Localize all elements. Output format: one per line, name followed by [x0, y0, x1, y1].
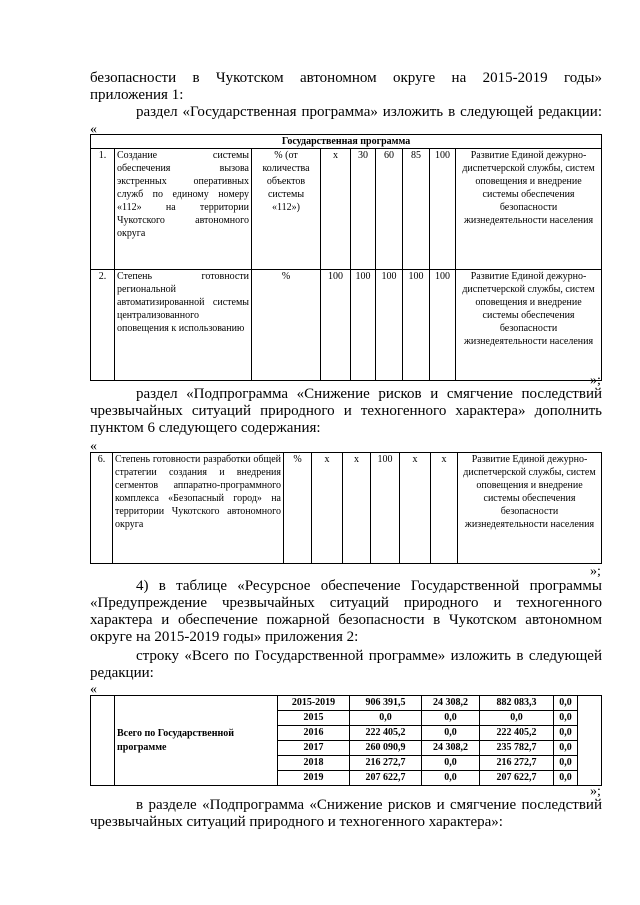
- period: 2018: [278, 756, 350, 771]
- close-quote-2: »;: [590, 564, 601, 579]
- period: 2017: [278, 741, 350, 756]
- total-label: Всего по Государственной программе: [115, 696, 278, 786]
- other-amount: 0,0: [554, 756, 578, 771]
- intro-line-1: безопасности в Чукотском автономном округе на 2015-2019 годы»: [90, 70, 602, 86]
- expected-result: Развитие Единой дежурно-диспетчерской службы, систем оповещения и внедрение системы обеспечения безопасности жизнедеятельности населения: [456, 270, 602, 381]
- regional-amount: 216 272,7: [480, 756, 554, 771]
- subprogram-item-table: [90, 452, 602, 564]
- indicator-unit: % (от количества объектов системы «112»): [252, 149, 321, 270]
- value-2018: x: [400, 453, 431, 564]
- state-program-table: [90, 134, 602, 381]
- federal-amount: 24 308,2: [422, 741, 480, 756]
- federal-amount: 0,0: [422, 711, 480, 726]
- intro-line-2: приложения 1:: [90, 87, 184, 103]
- value-2019: 100: [430, 270, 456, 381]
- regional-amount: 0,0: [480, 711, 554, 726]
- period: 2015-2019: [278, 696, 350, 711]
- value-2015: x: [312, 453, 343, 564]
- close-quote-1: »;: [590, 373, 601, 388]
- other-amount: 0,0: [554, 741, 578, 756]
- total-amount: 906 391,5: [350, 696, 422, 711]
- resources-paragraph: 4) в таблице «Ресурсное обеспечение Государственной программы «Предупреждение чрезвычайных ситуаций природного и техногенного характера и обеспечение пожарной безопасности в Чукотском автономном округе на 2015-2019 годы» приложения 2:: [90, 578, 602, 645]
- other-amount: 0,0: [554, 696, 578, 711]
- value-2015: x: [321, 149, 351, 270]
- blank-cell: [578, 696, 602, 786]
- period: 2019: [278, 771, 350, 786]
- regional-amount: 235 782,7: [480, 741, 554, 756]
- indicator-unit: %: [284, 453, 312, 564]
- indicator-name: Степень готовности разработки общей стратегии создания и внедрения сегментов аппаратно-программного комплекса «Безопасный город» на территории Чукотского автономного округа: [113, 453, 284, 564]
- value-2017: 100: [376, 270, 403, 381]
- federal-amount: 0,0: [422, 726, 480, 741]
- total-amount: 0,0: [350, 711, 422, 726]
- table-row: [91, 453, 602, 564]
- other-amount: 0,0: [554, 771, 578, 786]
- value-2019: x: [431, 453, 458, 564]
- other-amount: 0,0: [554, 726, 578, 741]
- total-amount: 260 090,9: [350, 741, 422, 756]
- regional-amount: 882 083,3: [480, 696, 554, 711]
- total-line-paragraph: строку «Всего по Государственной программе» изложить в следующей редакции:: [90, 648, 602, 681]
- intro-line-3: раздел «Государственная программа» изложить в следующей редакции:: [136, 104, 602, 120]
- regional-amount: 207 622,7: [480, 771, 554, 786]
- open-quote-1: «: [90, 122, 97, 137]
- blank-cell: [91, 696, 115, 786]
- total-resources-table: [90, 695, 602, 786]
- value-2017: 100: [371, 453, 400, 564]
- expected-result: Развитие Единой дежурно-диспетчерской службы, систем оповещения и внедрение системы обеспечения безопасности жизнедеятельности населения: [458, 453, 602, 564]
- regional-amount: 222 405,2: [480, 726, 554, 741]
- federal-amount: 24 308,2: [422, 696, 480, 711]
- indicator-unit: %: [252, 270, 321, 381]
- row-number: 6.: [91, 453, 113, 564]
- table-row: [91, 696, 602, 711]
- value-2019: 100: [430, 149, 456, 270]
- value-2016: 100: [351, 270, 376, 381]
- total-amount: 207 622,7: [350, 771, 422, 786]
- indicator-name: Степень готовности региональной автоматизированной системы централизованного оповещения к использованию: [115, 270, 252, 381]
- federal-amount: 0,0: [422, 756, 480, 771]
- indicator-name: Создание системы обеспечения вызова экстренных оперативных служб по единому номеру «112» на территории Чукотского автономного округа: [115, 149, 252, 270]
- expected-result: Развитие Единой дежурно-диспетчерской службы, систем оповещения и внедрение системы обеспечения безопасности жизнедеятельности населения: [456, 149, 602, 270]
- value-2016: 30: [351, 149, 376, 270]
- open-quote-2: «: [90, 439, 97, 454]
- intro-paragraph: [90, 70, 602, 121]
- value-2016: x: [343, 453, 371, 564]
- federal-amount: 0,0: [422, 771, 480, 786]
- period: 2015: [278, 711, 350, 726]
- table-row: [91, 149, 602, 270]
- row-number: 1.: [91, 149, 115, 270]
- subprogram-paragraph: раздел «Подпрограмма «Снижение рисков и смягчение последствий чрезвычайных ситуаций природного и техногенного характера» дополнить пунктом 6 следующего содержания:: [90, 386, 602, 436]
- value-2015: 100: [321, 270, 351, 381]
- table-row: [91, 270, 602, 381]
- subprogram-section-paragraph: в разделе «Подпрограмма «Снижение рисков и смягчение последствий чрезвычайных ситуаций природного и техногенного характера»:: [90, 797, 602, 830]
- total-amount: 216 272,7: [350, 756, 422, 771]
- other-amount: 0,0: [554, 711, 578, 726]
- total-amount: 222 405,2: [350, 726, 422, 741]
- open-quote-3: «: [90, 682, 97, 697]
- value-2018: 85: [403, 149, 430, 270]
- value-2018: 100: [403, 270, 430, 381]
- table1-header: Государственная программа: [91, 135, 602, 149]
- value-2017: 60: [376, 149, 403, 270]
- close-quote-3: »;: [590, 784, 601, 799]
- period: 2016: [278, 726, 350, 741]
- row-number: 2.: [91, 270, 115, 381]
